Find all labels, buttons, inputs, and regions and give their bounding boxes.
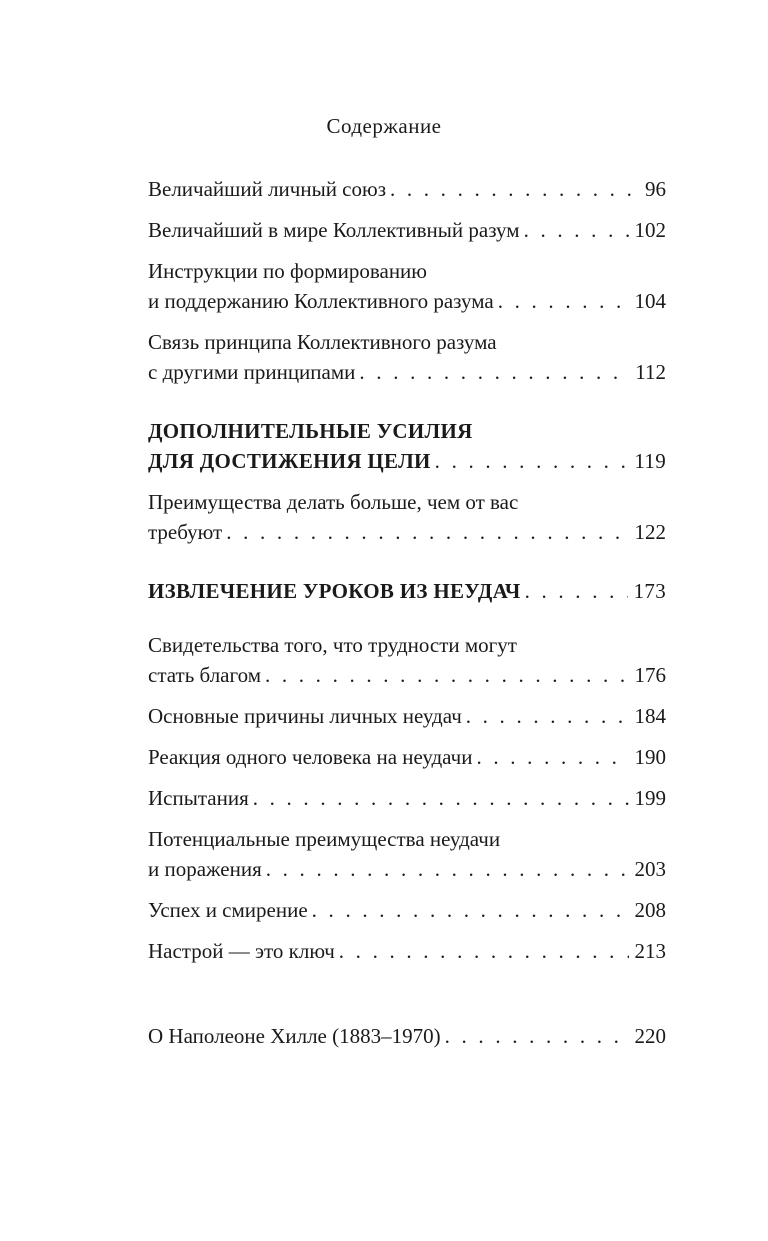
toc-page-number: 122	[634, 520, 666, 544]
toc-entry	[148, 701, 666, 731]
toc-entry	[148, 215, 666, 245]
toc-entry	[148, 1021, 666, 1051]
toc-entry-title: Настрой — это ключ	[148, 939, 335, 963]
toc-entry-title-line: Связь принципа Коллективного разума	[148, 330, 497, 354]
dot-leader	[466, 701, 629, 731]
toc-entry-title-line: стать благом	[148, 663, 261, 687]
toc-page-number: 176	[634, 663, 666, 687]
dot-leader	[524, 215, 629, 245]
toc-entry	[148, 742, 666, 772]
toc-page-number: 119	[634, 449, 666, 473]
toc-entry	[148, 487, 666, 547]
toc-page-number: 220	[634, 1024, 666, 1048]
toc-entry-title-line: Преимущества делать больше, чем от вас	[148, 490, 519, 514]
toc-entry-title: Испытания	[148, 786, 249, 810]
toc-page-number: 190	[634, 745, 666, 769]
dot-leader	[265, 660, 629, 690]
dot-leader	[266, 854, 629, 884]
toc-entry-title: Успех и смирение	[148, 898, 308, 922]
toc-page-number: 208	[634, 898, 666, 922]
toc-entry-title-line: Инструкции по формированию	[148, 259, 427, 283]
toc-chapter-heading	[148, 416, 666, 476]
toc-page-number: 199	[634, 786, 666, 810]
toc-page-number: 184	[634, 704, 666, 728]
dot-leader	[390, 174, 639, 204]
toc-entry-title: Основные причины личных неудач	[148, 704, 462, 728]
toc-entry	[148, 630, 666, 690]
toc-page-number: 213	[634, 939, 666, 963]
toc-entry-title-line: с другими принципами	[148, 360, 356, 384]
toc-page-number: 104	[634, 289, 666, 313]
toc-entry-title-line: требуют	[148, 520, 223, 544]
dot-leader	[476, 742, 628, 772]
toc-page-number: 173	[633, 579, 666, 603]
dot-leader	[312, 895, 629, 925]
toc-chapter-title-line: ДОПОЛНИТЕЛЬНЫЕ УСИЛИЯ	[148, 419, 473, 443]
toc-page-number: 203	[634, 857, 666, 881]
dot-leader	[359, 357, 629, 387]
toc-entry-title: О Наполеоне Хилле (1883–1970)	[148, 1024, 441, 1048]
toc-entry-title-line: Свидетельства того, что трудности могут	[148, 633, 517, 657]
toc-page-number: 102	[634, 218, 666, 242]
dot-leader	[226, 517, 628, 547]
toc-entry-title: Реакция одного человека на неудачи	[148, 745, 473, 769]
dot-leader	[498, 286, 629, 316]
toc-entry-title: Величайший в мире Коллективный разум	[148, 218, 520, 242]
dot-leader	[525, 576, 628, 606]
toc-entry-title-line: и поражения	[148, 857, 262, 881]
dot-leader	[253, 783, 629, 813]
table-of-contents	[148, 174, 666, 1062]
toc-entry	[148, 895, 666, 925]
toc-entry	[148, 783, 666, 813]
dot-leader	[445, 1021, 629, 1051]
toc-entry-title-line: Потенциальные преимущества неудачи	[148, 827, 501, 851]
toc-entry	[148, 256, 666, 316]
toc-entry	[148, 824, 666, 884]
dot-leader	[339, 936, 629, 966]
toc-entry-title: Величайший личный союз	[148, 177, 386, 201]
toc-entry	[148, 174, 666, 204]
toc-page-number: 96	[645, 177, 666, 201]
toc-page-number: 112	[635, 360, 666, 384]
toc-chapter-heading	[148, 576, 666, 606]
running-head: Содержание	[326, 114, 442, 138]
toc-chapter-title: ИЗВЛЕЧЕНИЕ УРОКОВ ИЗ НЕУДАЧ	[148, 579, 521, 603]
dot-leader	[435, 446, 629, 476]
toc-entry	[148, 327, 666, 387]
toc-chapter-title-line: ДЛЯ ДОСТИЖЕНИЯ ЦЕЛИ	[148, 449, 431, 473]
toc-entry-title-line: и поддержанию Коллективного разума	[148, 289, 494, 313]
toc-entry	[148, 936, 666, 966]
